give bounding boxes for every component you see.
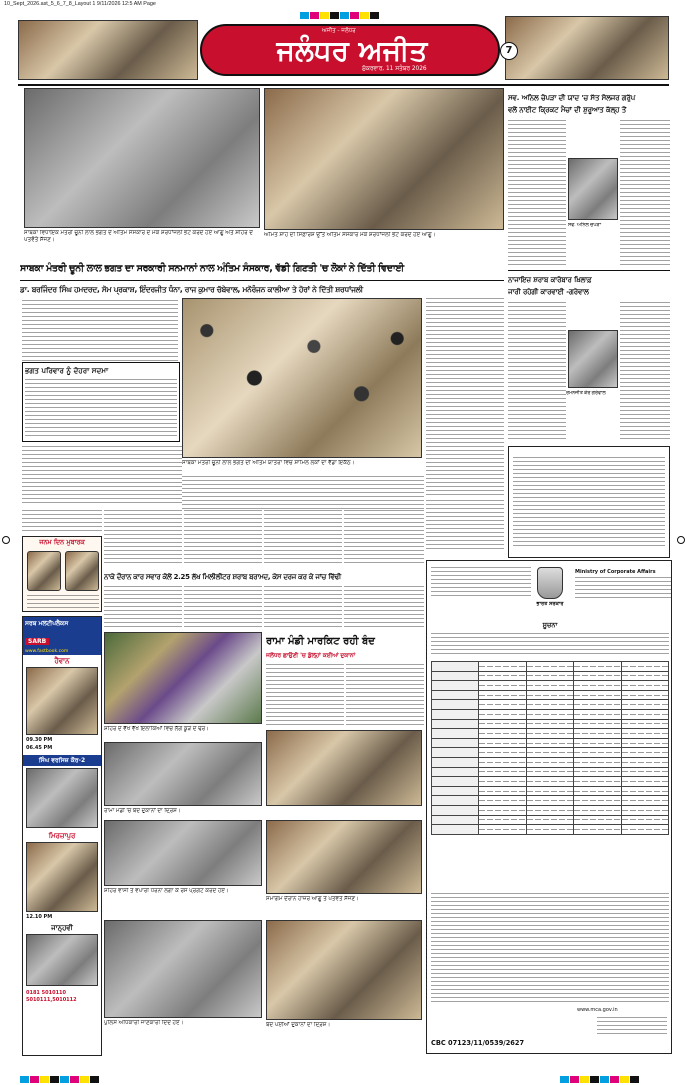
notice-table-cell xyxy=(479,690,526,700)
notice-table-cell xyxy=(479,825,526,835)
notice-table-cell xyxy=(479,777,526,787)
notice-table-cell xyxy=(432,700,479,710)
notice-table-cell xyxy=(526,805,573,815)
notice-table-row xyxy=(432,738,669,748)
right-headline-1: ਸਵ. ਅਨਿਲ ਚੋਪੜਾ ਦੀ ਯਾਦ 'ਚ ਸੱਤ ਸੋਲਜਰ ਗਰੁੱਪ xyxy=(508,94,636,102)
crowd-caption: ਸਾਬਕਾ ਮੰਤਰੀ ਚੂਨੀ ਲਾਲ ਭਗਤ ਦੀ ਅੰਤਿਮ ਯਾਤਰਾ ਵਿਚ ਸ਼ਾਮਿਲ ਲੋਕਾਂ ਦਾ ਵੱਡਾ ਇਕੱਠ। xyxy=(182,460,355,466)
right-notice-box xyxy=(508,446,670,558)
notice-left-address xyxy=(431,567,531,597)
color-swatch xyxy=(320,12,329,19)
notice-table-cell xyxy=(526,709,573,719)
notice-table-cell xyxy=(574,815,621,825)
notice-table-cell xyxy=(479,709,526,719)
right-story-2-text-b xyxy=(620,302,670,442)
notice-table-row xyxy=(432,690,669,700)
notice-table-cell xyxy=(621,681,668,691)
notice-table-cell xyxy=(526,690,573,700)
cinema-phones: 0181 5010110 5010111,5010112 xyxy=(26,990,77,1003)
notice-table-cell xyxy=(574,690,621,700)
notice-table-cell xyxy=(621,719,668,729)
notice-table-cell xyxy=(621,825,668,835)
notice-table-cell xyxy=(432,671,479,681)
garbage-photo xyxy=(104,632,262,724)
registration-mark-right xyxy=(677,536,685,544)
right-portrait-1-caption: ਸਵ. ਅਨਿਲ ਚੋਪੜਾ xyxy=(568,223,601,228)
mid-story-text-c xyxy=(264,510,342,566)
notice-table-row xyxy=(432,729,669,739)
notice-table-cell xyxy=(574,671,621,681)
color-swatch xyxy=(80,1076,89,1083)
notice-table-cell xyxy=(526,729,573,739)
color-swatch xyxy=(70,1076,79,1083)
color-swatch xyxy=(570,1076,579,1083)
notice-table-cell xyxy=(432,719,479,729)
right-portrait-2 xyxy=(568,330,618,388)
color-swatch xyxy=(580,1076,589,1083)
cinema-title: ਸਰਬ ਮਲਟੀਪਲੈਕਸ xyxy=(25,620,69,627)
notice-table-row xyxy=(432,681,669,691)
right-story-2-text-a xyxy=(508,302,566,442)
notice-table-cell xyxy=(432,748,479,758)
notice-table-row xyxy=(432,815,669,825)
mid-headline-1: ਨਾਕੇ ਦੌਰਾਨ ਕਾਰ ਸਵਾਰ ਕੋਲੋਂ 2.25 ਲੱਖ ਮਿਲੀਲੀਟਰ ਸ਼ਰਾਬ ਬਰਾਮਦ, ਕੇਸ ਦਰਜ ਕਰ ਕੇ ਜਾਂਚ ਵਿੱਢੀ xyxy=(104,573,341,581)
color-swatch xyxy=(50,1076,59,1083)
print-slug: 10_Sept_2026.ast_5_6_7_8_Layout 1 9/11/2026 12:5 AM Page xyxy=(4,1,156,7)
notice-table-cell xyxy=(574,796,621,806)
notice-table-cell xyxy=(479,738,526,748)
color-swatch xyxy=(40,1076,49,1083)
masthead-right-photo xyxy=(505,16,669,80)
masthead-tagline: ਅਜੀਤ - ਜਲੰਧਰ xyxy=(322,28,356,34)
group-photo-2 xyxy=(266,820,422,894)
right-headline-3: ਨਾਜਾਇਜ਼ ਸ਼ਰਾਬ ਕਾਰੋਬਾਰ ਖ਼ਿਲਾਫ਼ xyxy=(508,276,592,284)
birthday-title: ਜਨਮ ਦਿਨ ਮੁਬਾਰਕ xyxy=(39,538,85,546)
color-swatch xyxy=(620,1076,629,1083)
notice-right-address xyxy=(575,577,671,599)
movie-1-poster xyxy=(26,667,98,735)
cinema-url: www.fastbook.com xyxy=(25,649,69,654)
notice-footer-code: CBC 07123/11/0539/2627 xyxy=(431,1039,525,1047)
notice-table-cell xyxy=(621,729,668,739)
group-caption-1: ਸ਼ਹਿਰ ਵਾਸੀ ਤੇ ਵਪਾਰੀ ਧਰਨਾ ਲਗਾ ਕੇ ਰੋਸ ਪ੍ਰਗਟ ਕਰਦੇ ਹੋਏ। xyxy=(104,888,229,894)
left-col-text xyxy=(22,510,102,532)
lead-crowd-photo xyxy=(182,298,422,458)
notice-table-row xyxy=(432,767,669,777)
notice-table-cell xyxy=(574,757,621,767)
color-swatch xyxy=(560,1076,569,1083)
movie-3-time: 12.10 PM xyxy=(26,914,53,920)
notice-web: www.mca.gov.in xyxy=(577,1007,618,1013)
notice-table-cell xyxy=(574,719,621,729)
notice-table-cell xyxy=(621,757,668,767)
bottom-photo-2 xyxy=(266,920,422,1020)
notice-table-cell xyxy=(574,738,621,748)
birthday-text xyxy=(27,595,99,609)
cinema-badge: SARB xyxy=(25,638,49,645)
notice-table-cell xyxy=(479,700,526,710)
notice-table-cell xyxy=(432,681,479,691)
notice-table-cell xyxy=(432,729,479,739)
right-portrait-2-caption: ਰਮਨਜੀਤ ਕੌਰ ਗਰੇਵਾਲ xyxy=(566,391,606,396)
right-divider-1 xyxy=(508,270,670,271)
notice-table-cell xyxy=(479,757,526,767)
notice-table-cell xyxy=(432,709,479,719)
notice-table-cell xyxy=(479,729,526,739)
movie-3-title: ਮਿਰਜ਼ਾਪੁਰ xyxy=(48,832,76,840)
color-swatch xyxy=(590,1076,599,1083)
notice-table-cell xyxy=(621,786,668,796)
baby-photo-1 xyxy=(27,551,61,591)
lead-body-text xyxy=(22,300,178,362)
right-story-1-text-a xyxy=(508,120,566,266)
notice-table-row xyxy=(432,757,669,767)
mid-story-2-text-b xyxy=(346,664,424,726)
notice-table-cell xyxy=(621,815,668,825)
color-swatch xyxy=(90,1076,99,1083)
notice-table-row xyxy=(432,709,669,719)
notice-table-cell xyxy=(526,700,573,710)
street-photo-1 xyxy=(104,742,262,806)
notice-table-cell xyxy=(621,767,668,777)
notice-table-row xyxy=(432,662,669,672)
mid-headline-2-sub: ਜਲੰਧਰ ਛਾਉਣੀ 'ਚ ਡੁੱਲ੍ਹਾਂ ਕਈਆਂ ਦੁਕਾਨਾਂ xyxy=(266,653,356,659)
notice-table-row xyxy=(432,748,669,758)
notice-table-cell xyxy=(479,671,526,681)
notice-table-row xyxy=(432,805,669,815)
masthead-date: ਸ਼ੁੱਕਰਵਾਰ, 11 ਸਤੰਬਰ 2026 xyxy=(362,66,427,72)
registration-mark-left xyxy=(2,536,10,544)
masthead-logo xyxy=(200,24,500,76)
movie-2-poster xyxy=(26,768,98,828)
street-photo-2 xyxy=(266,730,422,806)
family-box-text xyxy=(25,379,177,437)
color-bar-bottom-left xyxy=(20,1068,100,1085)
color-swatch xyxy=(350,12,359,19)
notice-table-cell xyxy=(574,805,621,815)
notice-table-cell xyxy=(621,690,668,700)
notice-table-cell xyxy=(574,729,621,739)
color-swatch xyxy=(360,12,369,19)
lead-photo-caption-1: ਸਾਬਕਾ ਵਿਧਾਇਕ ਮੰਤਰੀ ਚੂਨੀ ਲਾਲ ਭਗਤ ਦੇ ਅੰਤਿਮ ਸੰਸਕਾਰ ਦੇ ਮੌਕੇ ਸ਼ਰਧਾਂਜਲੀ ਭੇਟ ਕਰਦੇ ਹੋਏ ਆਗੂ ਅਤੇ ਸ਼ਹਿਰ ਦੇ ਪਤਵੰਤੇ ਸੱਜਣ। xyxy=(24,230,253,243)
lead-body-row xyxy=(22,446,182,506)
notice-table-cell xyxy=(574,748,621,758)
notice-table-cell xyxy=(621,805,668,815)
bottom-photo-1 xyxy=(104,920,262,1018)
notice-table-wrap xyxy=(431,661,669,887)
notice-table-row xyxy=(432,825,669,835)
notice-table-cell xyxy=(526,757,573,767)
color-swatch xyxy=(310,12,319,19)
color-swatch xyxy=(20,1076,29,1083)
lead-subheadline: ਡਾ. ਬਰਜਿੰਦਰ ਸਿੰਘ ਹਮਦਰਦ, ਸੋਮ ਪ੍ਰਕਾਸ਼, ਇੰਦਰਜੀਤ ਧੰਨਾ, ਰਾਜ ਕੁਮਾਰ ਚੱਬੇਵਾਲ, ਮਨੋਰੰਜਨ ਕਾਲੀਆ ਤੇ ਹੋਰਾਂ ਨੇ ਦਿੱਤੀ ਸ਼ਰਧਾਂਜਲੀ xyxy=(20,285,363,294)
right-headline-4: ਜਾਰੀ ਰਹੇਗੀ ਕਾਰਵਾਈ -ਗਰੇਵਾਲ xyxy=(508,288,589,296)
notice-table xyxy=(431,661,669,835)
notice-table-cell xyxy=(526,796,573,806)
color-swatch xyxy=(60,1076,69,1083)
notice-table-cell xyxy=(526,681,573,691)
page-number: 7 xyxy=(505,45,513,56)
notice-table-cell xyxy=(432,786,479,796)
notice-table-cell xyxy=(526,748,573,758)
color-swatch xyxy=(610,1076,619,1083)
movie-4-title: ਜਾਨ੍ਹਵੀ xyxy=(51,924,73,932)
notice-table-cell xyxy=(479,796,526,806)
notice-table-cell xyxy=(621,777,668,787)
notice-table-row xyxy=(432,671,669,681)
notice-table-cell xyxy=(526,815,573,825)
color-swatch xyxy=(330,12,339,19)
notice-table-cell xyxy=(574,700,621,710)
lead-body-row-2 xyxy=(182,476,424,512)
notice-table-cell xyxy=(479,767,526,777)
notice-sign xyxy=(597,1017,667,1037)
color-swatch xyxy=(600,1076,609,1083)
notice-table-cell xyxy=(432,815,479,825)
street-caption: ਰਾਮਾ ਮੰਡੀ 'ਚ ਬੰਦ ਦੁਕਾਨਾਂ ਦਾ ਦ੍ਰਿਸ਼। xyxy=(104,808,181,814)
right-mid-text-col xyxy=(426,500,504,550)
notice-table-cell xyxy=(526,767,573,777)
notice-table-cell xyxy=(621,671,668,681)
mid-story-1-text-a xyxy=(104,586,182,630)
garbage-caption: ਸ਼ਹਿਰ ਦੇ ਵੱਖ ਵੱਖ ਇਲਾਕਿਆਂ ਵਿਚ ਲੱਗੇ ਕੂੜੇ ਦੇ ਢੇਰ। xyxy=(104,726,209,732)
movie-3-poster xyxy=(26,842,98,912)
notice-emblem xyxy=(537,567,563,599)
notice-table-cell xyxy=(479,719,526,729)
mid-story-1-text-b xyxy=(184,586,262,630)
notice-table-cell xyxy=(526,671,573,681)
notice-table-cell xyxy=(432,738,479,748)
lead-body-col-right xyxy=(426,298,504,498)
notice-table-cell xyxy=(621,709,668,719)
lead-photo-caption-2: ਅਮਿਤ ਸ਼ਾਹ ਦੀ ਸਿਫ਼ਾਰਸ਼ ਉੱਤੇ ਅੰਤਿਮ ਸੰਸਕਾਰ ਮੌਕੇ ਸ਼ਰਧਾਂਜਲੀ ਭੇਟ ਕਰਦੇ ਹੋਏ ਆਗੂ। xyxy=(264,232,436,238)
notice-table-cell xyxy=(574,786,621,796)
movie-1-time-2: 06.45 PM xyxy=(26,745,53,751)
notice-title: ਸੂਚਨਾ xyxy=(542,621,558,629)
notice-ministry: Ministry of Corporate Affairs xyxy=(575,569,656,575)
notice-table-cell xyxy=(526,777,573,787)
notice-table-row xyxy=(432,796,669,806)
lead-headline: ਸਾਬਕਾ ਮੰਤਰੀ ਚੂਨੀ ਲਾਲ ਭਗਤ ਦਾ ਸਰਕਾਰੀ ਸਨਮਾਨਾਂ ਨਾਲ ਅੰਤਿਮ ਸੰਸਕਾਰ, ਵੱਡੀ ਗਿਣਤੀ 'ਚ ਲੋਕਾਂ ਨੇ ਦਿੱਤੀ ਵਿਦਾਈ xyxy=(20,263,404,274)
mid-story-text-d xyxy=(344,510,424,566)
notice-table-cell xyxy=(432,825,479,835)
notice-table-row xyxy=(432,777,669,787)
notice-table-cell xyxy=(574,825,621,835)
color-bar-bottom-right xyxy=(560,1068,640,1085)
notice-table-row xyxy=(432,719,669,729)
notice-table-cell xyxy=(432,662,479,672)
notice-table-cell xyxy=(574,777,621,787)
notice-table-cell xyxy=(574,681,621,691)
masthead-rule xyxy=(18,84,669,86)
color-swatch xyxy=(300,12,309,19)
lead-headline-rule xyxy=(20,280,504,281)
notice-table-cell xyxy=(479,815,526,825)
notice-table-cell xyxy=(432,805,479,815)
movie-1-title: ਹੈਵਾਨ xyxy=(54,657,70,665)
notice-table-cell xyxy=(479,805,526,815)
baby-photo-2 xyxy=(65,551,99,591)
notice-table-cell xyxy=(432,757,479,767)
notice-table-cell xyxy=(526,738,573,748)
bottom-caption-1: ਪੁਲਿਸ ਅਧਿਕਾਰੀ ਜਾਣਕਾਰੀ ਦਿੰਦੇ ਹੋਏ। xyxy=(104,1020,184,1026)
notice-table-body xyxy=(432,662,669,835)
notice-table-cell xyxy=(479,748,526,758)
notice-table-cell xyxy=(432,690,479,700)
bottom-caption-2: ਬੰਦ ਪਈਆਂ ਦੁਕਾਨਾਂ ਦਾ ਦ੍ਰਿਸ਼। xyxy=(266,1022,331,1028)
cinema-ad xyxy=(22,616,102,1056)
government-notice xyxy=(426,560,672,1054)
right-headline-2: ਵਲੋਂ ਨਾਈਟ ਕ੍ਰਿਕਟ ਮੈਚਾਂ ਦੀ ਸ਼ੁਰੂਆਤ ਕੱਲ੍ਹ ਤੋਂ xyxy=(508,106,627,114)
color-bar-top xyxy=(300,4,380,23)
movie-2-title: ਸਿੰਘ ਵਰਸਿਜ਼ ਕੌਰ-2 xyxy=(23,755,101,766)
right-story-1-text-b xyxy=(620,120,670,266)
notice-table-cell xyxy=(526,662,573,672)
color-swatch xyxy=(630,1076,639,1083)
lead-photo-right xyxy=(264,88,504,230)
group-caption-2: ਸਮਾਗਮ ਦੌਰਾਨ ਹਾਜ਼ਰ ਆਗੂ ਤੇ ਪਤਵੰਤੇ ਸੱਜਣ। xyxy=(266,896,359,902)
notice-table-cell xyxy=(621,662,668,672)
masthead-name: ਜਲੰਧਰ ਅਜੀਤ xyxy=(276,34,428,67)
notice-table-cell xyxy=(526,786,573,796)
notice-table-cell xyxy=(574,709,621,719)
family-box xyxy=(22,362,180,442)
notice-table-row xyxy=(432,700,669,710)
notice-table-cell xyxy=(526,719,573,729)
birthday-ad xyxy=(22,536,102,612)
right-portrait-1 xyxy=(568,158,618,220)
cinema-header xyxy=(23,617,101,655)
notice-table-cell xyxy=(574,662,621,672)
notice-table-cell xyxy=(621,700,668,710)
notice-table-cell xyxy=(574,767,621,777)
mid-story-1-text-d xyxy=(344,586,424,630)
mid-story-2-text-a xyxy=(266,664,344,726)
notice-table-cell xyxy=(621,748,668,758)
notice-header: ਭਾਰਤ ਸਰਕਾਰ xyxy=(536,601,564,607)
group-photo-1 xyxy=(104,820,262,886)
notice-table-cell xyxy=(432,767,479,777)
notice-table-cell xyxy=(432,777,479,787)
family-box-title: ਭਗਤ ਪਰਿਵਾਰ ਨੂੰ ਦੋਹਰਾ ਸਦਮਾ xyxy=(25,366,109,375)
notice-table-cell xyxy=(479,786,526,796)
notice-table-row xyxy=(432,786,669,796)
notice-table-cell xyxy=(621,738,668,748)
notice-footer-text xyxy=(431,893,669,1003)
color-swatch xyxy=(370,12,379,19)
notice-table-cell xyxy=(526,825,573,835)
page-number-badge xyxy=(500,42,518,60)
mid-story-text-a xyxy=(104,510,182,566)
notice-table-cell xyxy=(432,796,479,806)
mid-story-text-b xyxy=(184,510,262,566)
movie-4-poster xyxy=(26,934,98,986)
movie-1-time-1: 09.30 PM xyxy=(26,737,53,743)
masthead-left-photo xyxy=(18,20,198,80)
mid-headline-2: ਰਾਮਾ ਮੰਡੀ ਮਾਰਕਿਟ ਰਹੀ ਬੰਦ xyxy=(266,636,375,647)
color-swatch xyxy=(340,12,349,19)
mid-story-1-text-c xyxy=(264,586,342,630)
lead-photo-left xyxy=(24,88,260,228)
color-swatch xyxy=(30,1076,39,1083)
notice-table-cell xyxy=(479,681,526,691)
notice-intro xyxy=(431,633,669,657)
notice-table-cell xyxy=(479,662,526,672)
notice-table-cell xyxy=(621,796,668,806)
right-notice-box-text xyxy=(513,457,665,547)
